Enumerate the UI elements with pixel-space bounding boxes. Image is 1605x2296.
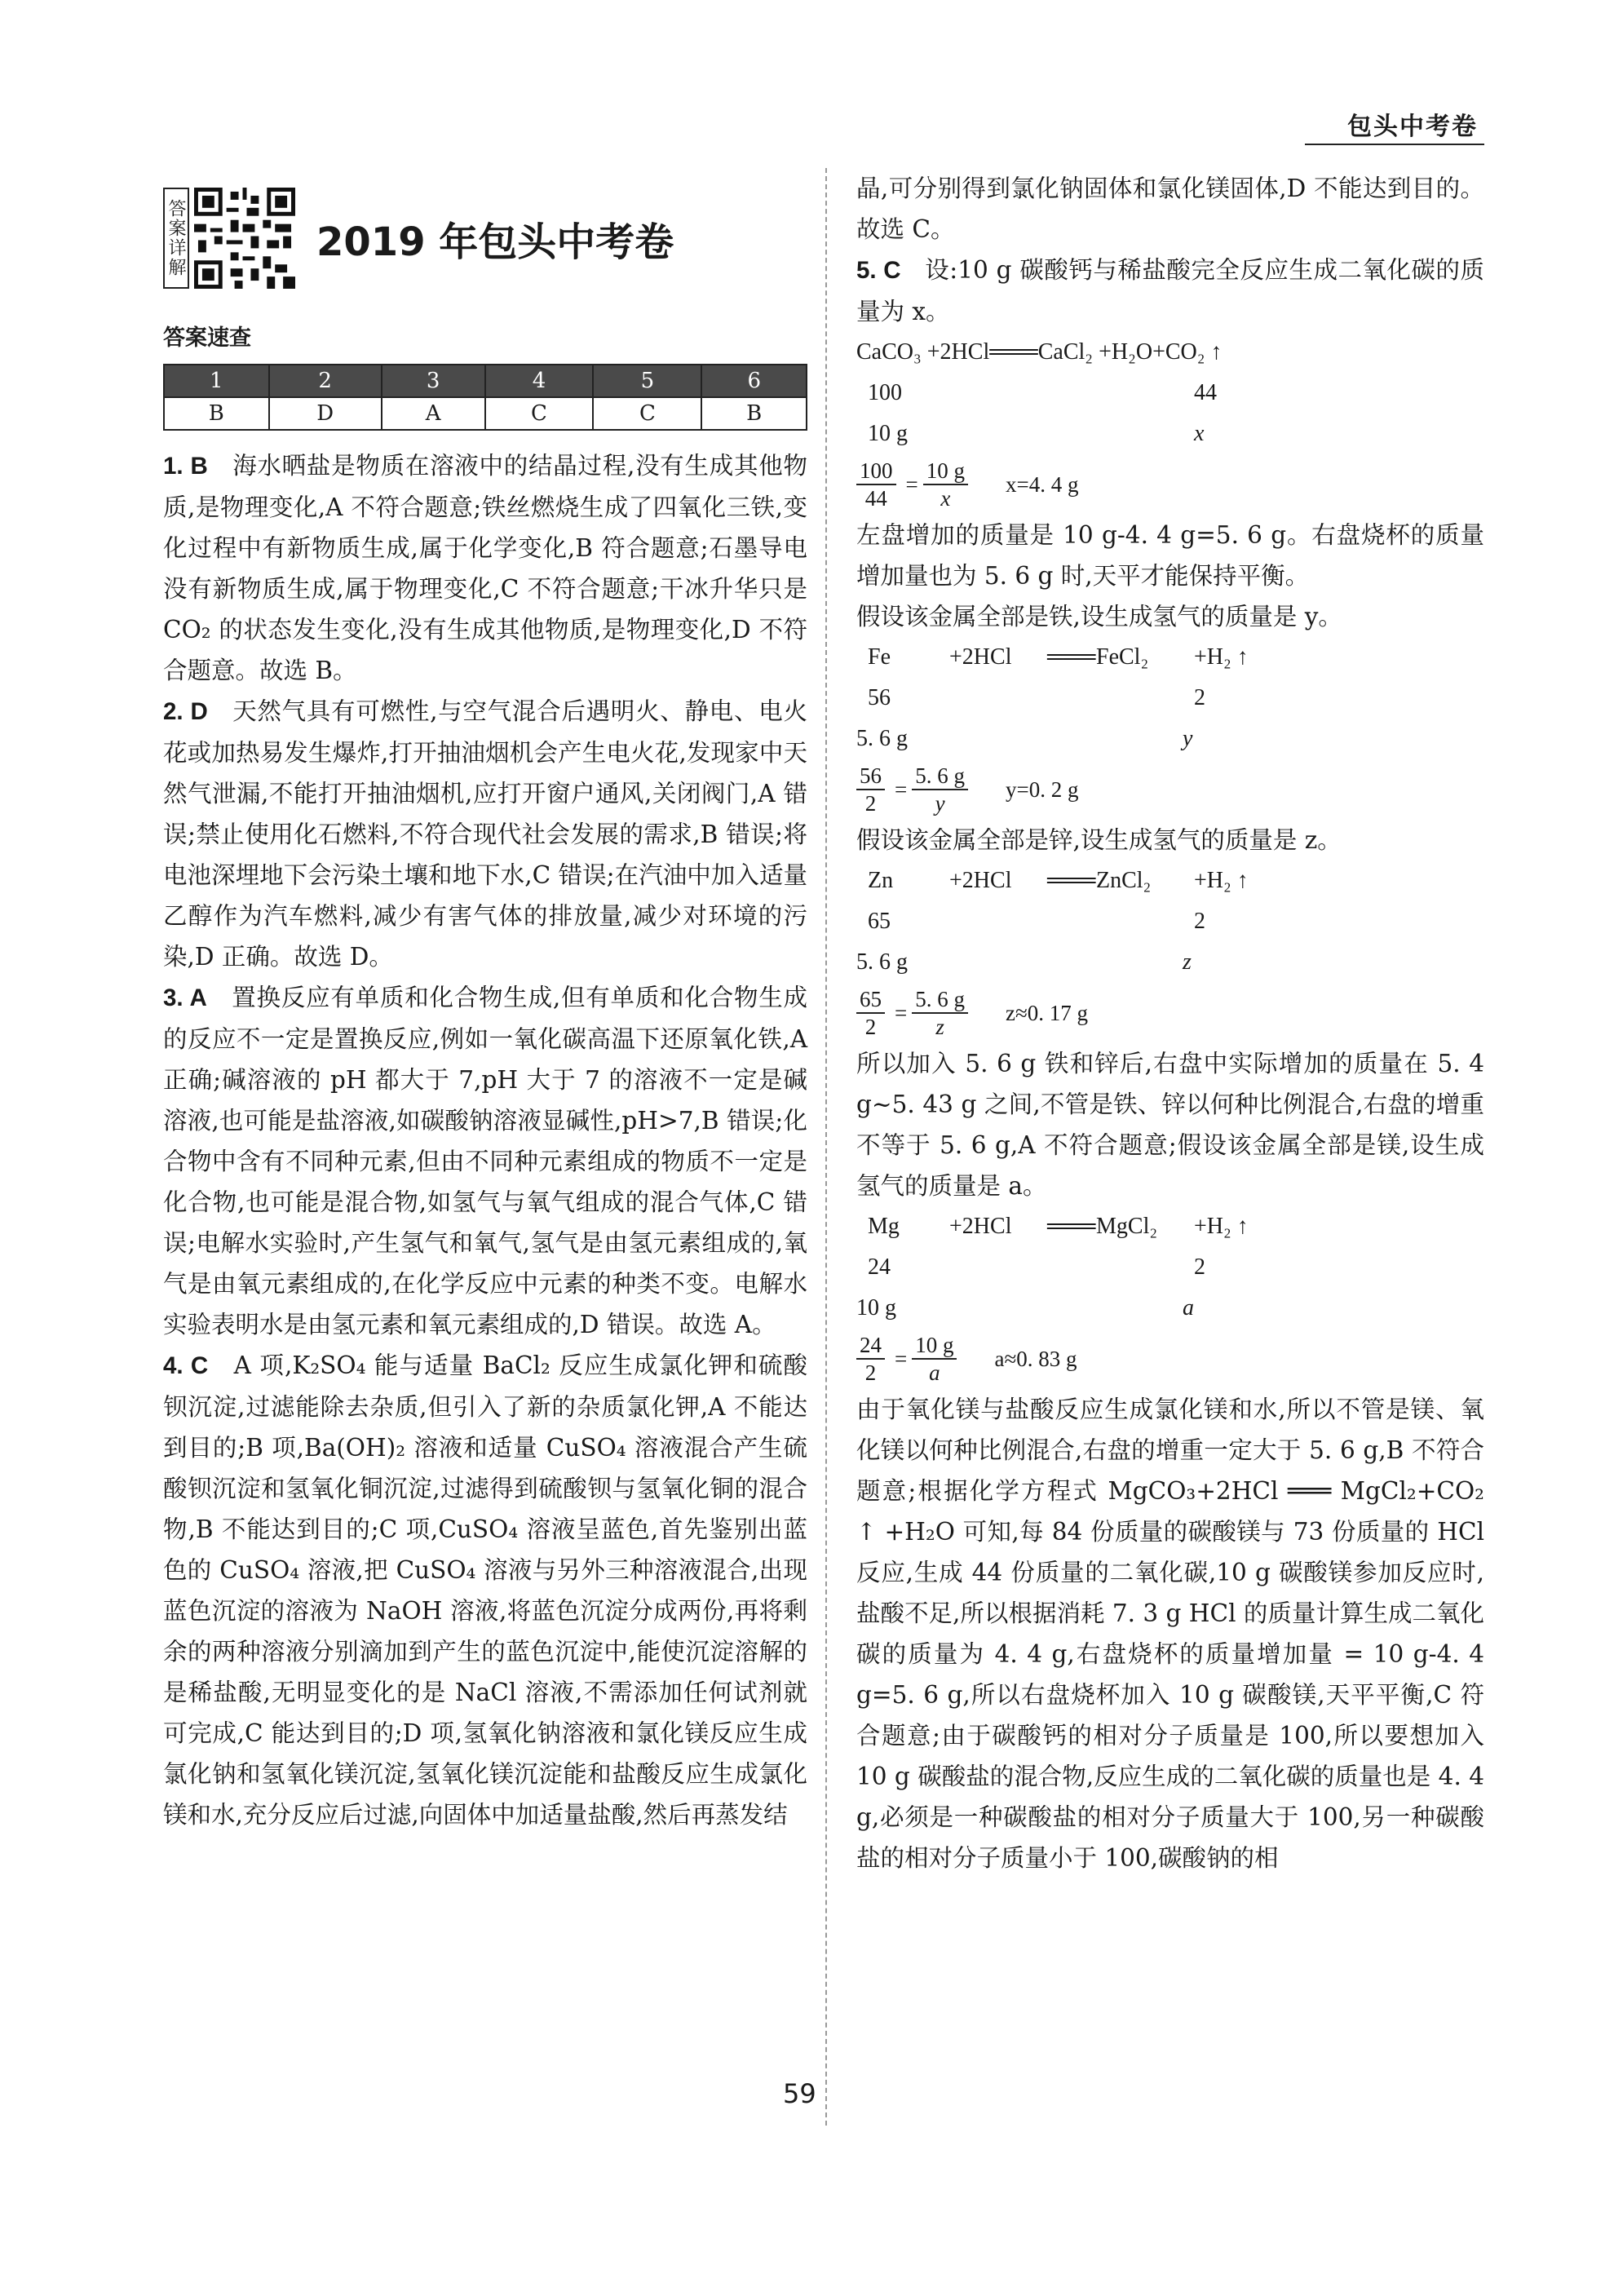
- fraction: [912, 1332, 957, 1386]
- proportion-3: $\frac{65}{2}$ = $\frac{5. 6 g}{z}$ z≈0. 17 g: [856, 983, 1484, 1043]
- denominator: y: [935, 791, 945, 816]
- actual-mass: 5. 6 g: [856, 726, 908, 751]
- question-3: [163, 977, 807, 1345]
- relative-mass: 100: [868, 380, 902, 405]
- denominator: 2: [864, 1360, 877, 1385]
- left-column: [163, 445, 807, 1835]
- relative-mass: 2: [1194, 909, 1205, 934]
- equation-term: Fe: [868, 644, 891, 670]
- paragraph: 假设该金属全部是铁,设生成氢气的质量是 y。: [856, 603, 1342, 630]
- proportion-result: a≈0. 83 g: [994, 1347, 1077, 1371]
- equation-term: +2HCl: [949, 644, 1012, 670]
- equation-term: +H₂ ↑: [1194, 868, 1249, 893]
- equation-term: FeCl₂: [1096, 644, 1149, 670]
- answer-letter: A: [382, 397, 485, 430]
- question-number: 2. D: [163, 698, 208, 725]
- equation-arrow: ═══: [1047, 1214, 1096, 1239]
- question-explanation: 设:10 g 碳酸钙与稀盐酸完全反应生成二氧化碳的质量为 x。: [856, 256, 1484, 325]
- actual-mass: 5. 6 g: [856, 949, 908, 975]
- equation-masses: [856, 373, 1484, 414]
- equation-masses: [856, 901, 1484, 942]
- answer-table: [163, 364, 807, 431]
- relative-mass: 56: [868, 685, 891, 710]
- answer-letter: C: [485, 397, 594, 430]
- numerator: 56: [856, 763, 885, 790]
- fraction: [912, 763, 968, 816]
- proportion-result: x=4. 4 g: [1005, 472, 1079, 497]
- fraction: [912, 986, 968, 1040]
- fraction: [856, 986, 885, 1040]
- equation-reactants: CaCO₃ +2HCl: [856, 339, 990, 365]
- denominator: z: [935, 1015, 944, 1039]
- answer-letter: B: [701, 397, 807, 430]
- numerator: 5. 6 g: [912, 986, 968, 1014]
- proportion-2: $\frac{56}{2}$ = $\frac{5. 6 g}{y}$ y=0. 2 g: [856, 759, 1484, 820]
- answer-number: 3: [382, 365, 485, 397]
- denominator: x: [940, 486, 951, 511]
- question-number: 5. C: [856, 257, 901, 284]
- question-number: 4. C: [163, 1352, 209, 1379]
- answer-number: 5: [593, 365, 701, 397]
- unknown-variable: a: [1183, 1295, 1194, 1321]
- proportion-1: $\frac{100}{44}$ = $\frac{10 g}{x}$ x=4. 4 g: [856, 454, 1484, 515]
- equation-masses: [856, 1247, 1484, 1288]
- equation-quantities: [856, 942, 1484, 983]
- denominator: a: [929, 1360, 940, 1385]
- question-number: 1. B: [163, 453, 208, 480]
- numerator: 10 g: [912, 1332, 957, 1360]
- answer-number: 4: [485, 365, 594, 397]
- question-2: [163, 691, 807, 977]
- equation-products: CaCl₂ +H₂O+CO₂ ↑: [1037, 339, 1223, 365]
- equation-quantities: [856, 1288, 1484, 1329]
- actual-mass: 10 g: [856, 1295, 896, 1321]
- qr-label: 答案详解: [163, 188, 189, 289]
- answer-table-row: [164, 397, 807, 430]
- numerator: 10 g: [923, 458, 968, 485]
- unknown-variable: y: [1183, 726, 1193, 751]
- proportion-4: $\frac{24}{2}$ = $\frac{10 g}{a}$ a≈0. 83 g: [856, 1329, 1484, 1389]
- equation-arrow: ═══: [1047, 644, 1096, 670]
- answer-table-header-row: [164, 365, 807, 397]
- equation-term: +2HCl: [949, 1214, 1012, 1239]
- denominator: 2: [864, 1015, 877, 1039]
- equation-term: +H₂ ↑: [1194, 1214, 1249, 1239]
- header-rule: [1305, 144, 1484, 145]
- question-explanation: 置换反应有单质和化合物生成,但有单质和化合物生成的反应不一定是置换反应,例如一氧化碳高温下还原氧化铁,A 正确;碱溶液的 pH 都大于 7,pH 大于 7 的溶液不一定是碱溶液,也可能是盐溶液,如碳酸钠溶液显碱性,pH>7,B 错误;化合物中含有不同种元素,但由不同种元素组成的物质不一定是化合物,也可能是混合物,如氢气与氧气组成的混合气体,C 错误;电解水实验时,产生氢气和氧气,氢气是由氢元素组成的,氧气是由氧元素组成的,在化学反应中元素的种类不变。电解水实验表明水是由氢元素和氧元素组成的,D 错误。故选 A。: [163, 984, 807, 1338]
- column-divider: [825, 168, 827, 2126]
- answer-number: 1: [164, 365, 269, 397]
- question-explanation: A 项,K₂SO₄ 能与适量 BaCl₂ 反应生成氯化钾和硫酸钡沉淀,过滤能除去杂质,但引入了新的杂质氯化钾,A 不能达到目的;B 项,Ba(OH)₂ 溶液和适量 CuSO₄ 溶液混合产生硫酸钡沉淀和氢氧化铜沉淀,过滤得到硫酸钡与氢氧化铜的混合物,B 不能达到目的;C 项,CuSO₄ 溶液呈蓝色,首先鉴别出蓝色的 CuSO₄ 溶液,把 CuSO₄ 溶液与另外三种溶液混合,出现蓝色沉淀的溶液为 NaOH 溶液,将蓝色沉淀分成两份,再将剩余的两种溶液分别滴加到产生的蓝色沉淀中,能使沉淀溶解的是稀盐酸,无明显变化的是 NaCl 溶液,不需添加任何试剂就可完成,C 能达到目的;D 项,氢氧化钠溶液和氯化镁反应生成氯化钠和氢氧化镁沉淀,氢氧化镁沉淀能和盐酸反应生成氯化镁和水,充分反应后过滤,向固体中加适量盐酸,然后再蒸发结: [163, 1351, 808, 1829]
- denominator: 2: [864, 791, 877, 816]
- equation-term: Zn: [868, 868, 894, 893]
- right-column: [856, 168, 1484, 1878]
- unknown-variable: z: [1183, 949, 1192, 975]
- question-1: [163, 445, 807, 691]
- equation-term: MgCl₂: [1096, 1214, 1158, 1239]
- equation-arrow: ═══: [989, 339, 1038, 365]
- equation-zn: [856, 860, 1484, 901]
- paragraph: 假设该金属全部是锌,设生成氢气的质量是 z。: [856, 826, 1342, 854]
- answer-letter: B: [164, 397, 269, 430]
- answer-letter: C: [593, 397, 701, 430]
- numerator: 24: [856, 1332, 885, 1360]
- qr-code-icon[interactable]: [194, 188, 295, 289]
- equation-term: +2HCl: [949, 868, 1012, 893]
- continued-text: 晶,可分别得到氯化钠固体和氯化镁固体,D 不能达到目的。故选 C。: [856, 175, 1484, 243]
- fraction: [856, 1332, 885, 1386]
- equation-term: ZnCl₂: [1096, 868, 1152, 893]
- relative-mass: 44: [1194, 380, 1217, 405]
- paragraph: 所以加入 5. 6 g 铁和锌后,右盘中实际增加的质量在 5. 4 g~5. 43 g 之间,不管是铁、锌以何种比例混合,右盘的增重不等于 5. 6 g,A 不符合题意;假设该金属全部是镁,设生成氢气的质量是 a。: [856, 1050, 1484, 1200]
- proportion-result: y=0. 2 g: [1005, 777, 1079, 802]
- equation-quantities: [856, 719, 1484, 759]
- unknown-variable: x: [1194, 421, 1205, 446]
- page-number: 59: [783, 2078, 816, 2109]
- fraction: [856, 763, 885, 816]
- equation-term: +H₂ ↑: [1194, 644, 1249, 670]
- equation-term: Mg: [868, 1214, 900, 1239]
- equation-arrow: ═══: [1047, 868, 1096, 893]
- answer-number: 6: [701, 365, 807, 397]
- question-4: [163, 1345, 807, 1835]
- document-title: 2019 年包头中考卷: [316, 219, 674, 265]
- numerator: 100: [856, 458, 896, 485]
- denominator: 44: [864, 486, 887, 511]
- question-5: [856, 250, 1484, 332]
- fraction: [856, 458, 896, 511]
- numerator: 65: [856, 986, 885, 1014]
- paragraph: 左盘增加的质量是 10 g-4. 4 g=5. 6 g。右盘烧杯的质量增加量也为 5. 6 g 时,天平才能保持平衡。: [856, 521, 1484, 590]
- relative-mass: 65: [868, 909, 891, 934]
- header-title: 包头中考卷: [1347, 113, 1478, 141]
- actual-mass: 10 g: [868, 421, 908, 446]
- answer-number: 2: [269, 365, 382, 397]
- numerator: 5. 6 g: [912, 763, 968, 790]
- relative-mass: 24: [868, 1254, 891, 1280]
- proportion-result: z≈0. 17 g: [1005, 1001, 1089, 1025]
- equation-fe: [856, 637, 1484, 678]
- fraction: [923, 458, 968, 511]
- relative-mass: 2: [1194, 1254, 1205, 1280]
- question-explanation: 海水晒盐是物质在溶液中的结晶过程,没有生成其他物质,是物理变化,A 不符合题意;铁丝燃烧生成了四氧化三铁,变化过程中有新物质生成,属于化学变化,B 符合题意;石墨导电没有新物质生成,属于物理变化,C 不符合题意;干冰升华只是 CO₂ 的状态发生变化,没有生成其他物质,是物理变化,D 不符合题意。故选 B。: [163, 452, 807, 684]
- question-explanation: 天然气具有可燃性,与空气混合后遇明火、静电、电火花或加热易发生爆炸,打开抽油烟机会产生电火花,发现家中天然气泄漏,不能打开抽油烟机,应打开窗户通风,关闭阀门,A 错误;禁止使用化石燃料,不符合现代社会发展的需求,B 错误;将电池深埋地下会污染土壤和地下水,C 错误;在汽油中加入适量乙醇作为汽车燃料,减少有害气体的排放量,减少对环境的污染,D 正确。故选 D。: [163, 697, 807, 971]
- paragraph: 由于氧化镁与盐酸反应生成氯化镁和水,所以不管是镁、氧化镁以何种比例混合,右盘的增重一定大于 5. 6 g,B 不符合题意;根据化学方程式 MgCO₃+2HCl ═══ MgCl₂+CO₂ ↑ +H₂O 可知,每 84 份质量的碳酸镁与 73 份质量的 HCl 反应,生成 44 份质量的二氧化碳,10 g 碳酸镁参加反应时,盐酸不足,所以根据消耗 7. 3 g HCl 的质量计算生成二氧化碳的质量为 4. 4 g,右盘烧杯的质量增加量 = 10 g-4. 4 g=5. 6 g,所以右盘烧杯加入 10 g 碳酸镁,天平平衡,C 符合题意;由于碳酸钙的相对分子质量是 100,所以要想加入 10 g 碳酸盐的混合物,反应生成的二氧化碳的质量也是 4. 4 g,必须是一种碳酸盐的相对分子质量大于 100,另一种碳酸盐的相对分子质量小于 100,碳酸钠的相: [856, 1396, 1484, 1872]
- equation-quantities: [856, 414, 1484, 454]
- equation-caco3: [856, 332, 1484, 373]
- equation-mg: [856, 1206, 1484, 1247]
- relative-mass: 2: [1194, 685, 1205, 710]
- equation-masses: [856, 678, 1484, 719]
- question-number: 3. A: [163, 984, 207, 1011]
- answer-letter: D: [269, 397, 382, 430]
- section-label-answers: 答案速查: [163, 325, 251, 351]
